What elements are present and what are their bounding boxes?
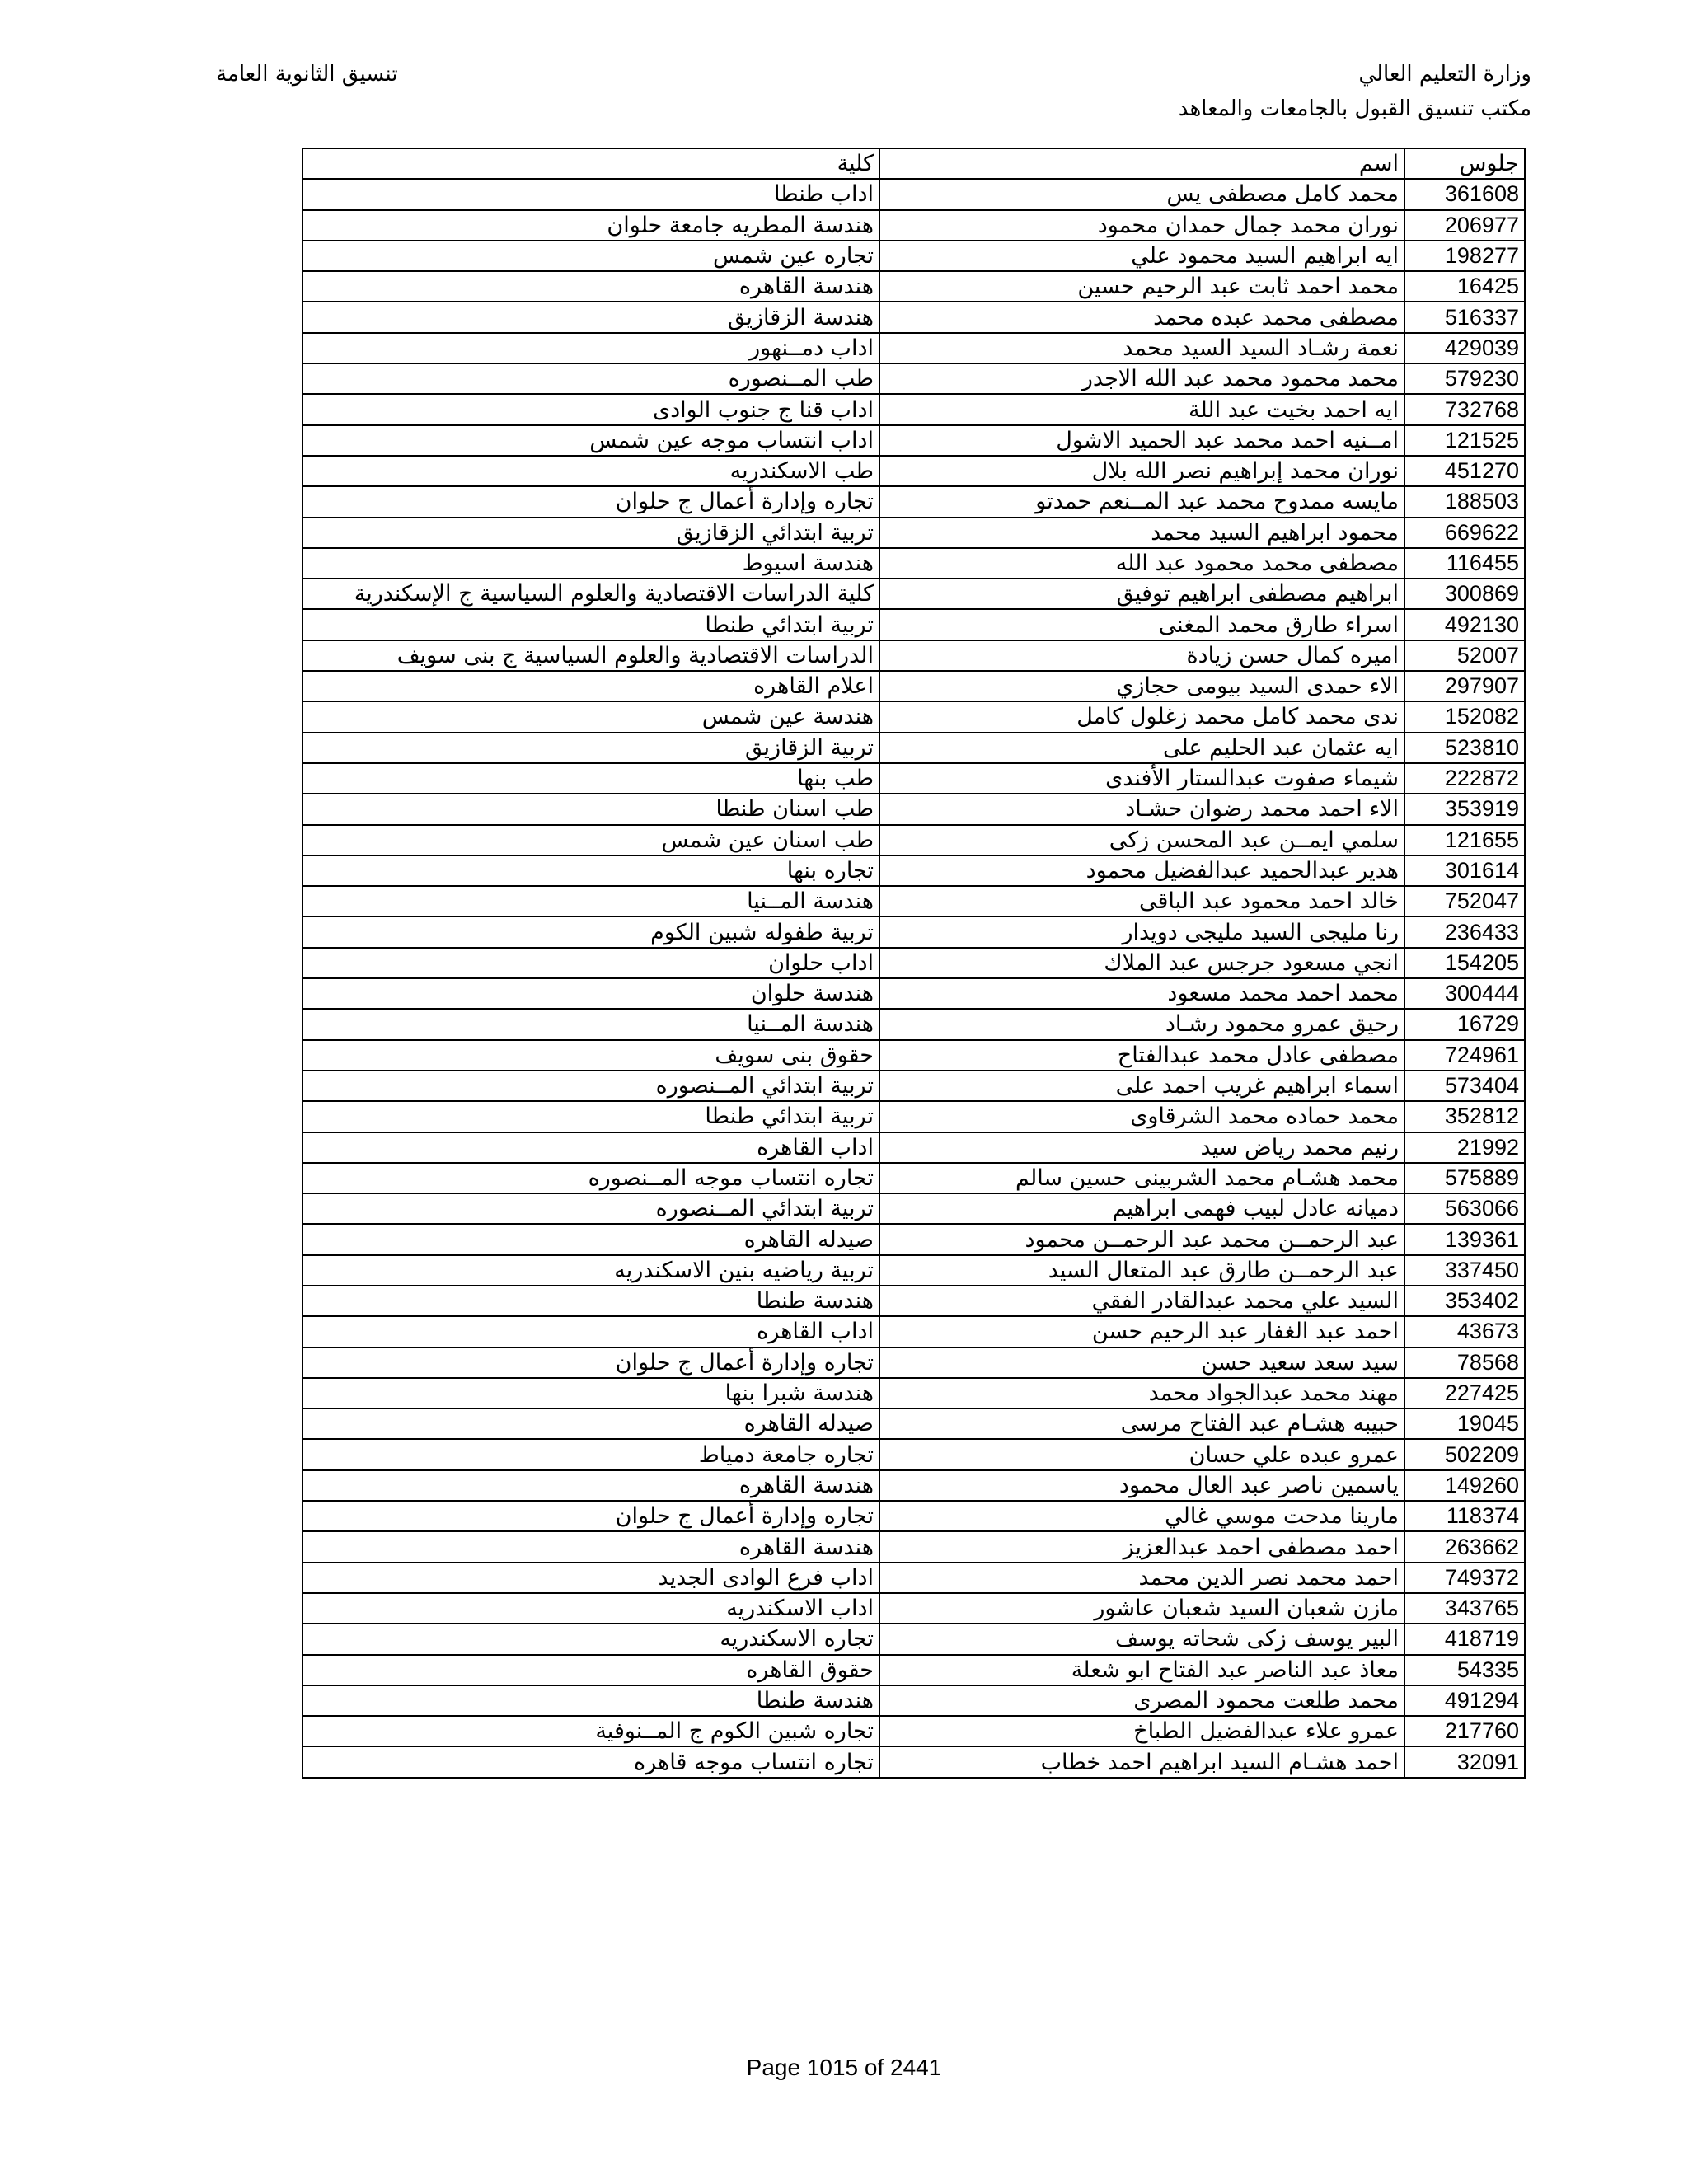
name-cell: دميانه عادل لبيب فهمى ابراهيم — [879, 1193, 1404, 1224]
faculty-cell: هندسة القاهره — [302, 271, 879, 302]
seat-cell: 236433 — [1404, 916, 1525, 947]
table-row — [302, 456, 1525, 486]
table-row — [302, 1193, 1525, 1224]
table-row — [302, 1316, 1525, 1347]
seat-cell: 16729 — [1404, 1009, 1525, 1039]
faculty-cell: اداب حلوان — [302, 948, 879, 978]
column-header-faculty: كلية — [302, 148, 879, 179]
seat-cell: 118374 — [1404, 1501, 1525, 1531]
table-row — [302, 1163, 1525, 1193]
faculty-cell: تجاره بنها — [302, 855, 879, 886]
name-cell: عبد الرحمــن محمد عبد الرحمــن محمود — [879, 1224, 1404, 1254]
table-row — [302, 855, 1525, 886]
name-cell: ياسمين ناصر عبد العال محمود — [879, 1470, 1404, 1501]
results-table — [302, 148, 1526, 1779]
name-cell: شيماء صفوت عبدالستار الأفندى — [879, 763, 1404, 794]
name-cell: ايه عثمان عبد الحليم على — [879, 733, 1404, 763]
results-table-body — [302, 148, 1525, 1778]
table-row — [302, 1593, 1525, 1624]
faculty-cell: تربية طفوله شبين الكوم — [302, 916, 879, 947]
seat-cell: 217760 — [1404, 1716, 1525, 1746]
table-row — [302, 1685, 1525, 1716]
faculty-cell: هندسة القاهره — [302, 1470, 879, 1501]
name-cell: مصطفى عادل محمد عبدالفتاح — [879, 1040, 1404, 1071]
seat-cell: 579230 — [1404, 363, 1525, 394]
page-number: Page 1015 of 2441 — [746, 2055, 942, 2080]
seat-cell: 732768 — [1404, 394, 1525, 424]
name-cell: محمد هشـام محمد الشربينى حسين سالم — [879, 1163, 1404, 1193]
faculty-cell: طب المــنصوره — [302, 363, 879, 394]
table-row — [302, 1716, 1525, 1746]
table-row — [302, 640, 1525, 671]
table-row — [302, 825, 1525, 855]
faculty-cell: تجاره شبين الكوم ج المــنوفية — [302, 1716, 879, 1746]
seat-cell: 300444 — [1404, 978, 1525, 1009]
table-row — [302, 1378, 1525, 1408]
table-row — [302, 1746, 1525, 1777]
name-cell: الاء حمدى السيد بيومى حجازي — [879, 671, 1404, 701]
table-row — [302, 1470, 1525, 1501]
name-cell: رنيم محمد رياض سيد — [879, 1132, 1404, 1163]
seat-cell: 451270 — [1404, 456, 1525, 486]
table-row — [302, 241, 1525, 271]
seat-cell: 297907 — [1404, 671, 1525, 701]
name-cell: محمد احمد محمد مسعود — [879, 978, 1404, 1009]
name-cell: مصطفى محمد عبده محمد — [879, 302, 1404, 332]
table-row — [302, 518, 1525, 548]
seat-cell: 749372 — [1404, 1563, 1525, 1593]
seat-cell: 491294 — [1404, 1685, 1525, 1716]
faculty-cell: اداب الاسكندريه — [302, 1593, 879, 1624]
seat-cell: 52007 — [1404, 640, 1525, 671]
table-row — [302, 886, 1525, 916]
seat-cell: 429039 — [1404, 333, 1525, 363]
faculty-cell: تجاره وإدارة أعمال ج حلوان — [302, 1501, 879, 1531]
faculty-cell: تربية ابتدائي طنطا — [302, 1101, 879, 1132]
coordination-title: تنسيق الثانوية العامة — [216, 62, 398, 87]
name-cell: محمد طلعت محمود المصرى — [879, 1685, 1404, 1716]
name-cell: مايسه ممدوح محمد عبد المــنعم حمدتو — [879, 486, 1404, 517]
faculty-cell: كلية الدراسات الاقتصادية والعلوم السياسية ج الإسكندرية — [302, 579, 879, 609]
name-cell: حبيبه هشـام عبد الفتاح مرسى — [879, 1408, 1404, 1439]
faculty-cell: اعلام القاهره — [302, 671, 879, 701]
table-row — [302, 1563, 1525, 1593]
seat-cell: 54335 — [1404, 1655, 1525, 1685]
table-row — [302, 1347, 1525, 1378]
table-row — [302, 548, 1525, 579]
seat-cell: 343765 — [1404, 1593, 1525, 1624]
ministry-title: وزارة التعليم العالي — [1358, 62, 1531, 87]
faculty-cell: هندسة القاهره — [302, 1531, 879, 1562]
name-cell: خالد احمد محمود عبد الباقى — [879, 886, 1404, 916]
name-cell: نوران محمد جمال حمدان محمود — [879, 210, 1404, 241]
seat-cell: 16425 — [1404, 271, 1525, 302]
table-row — [302, 333, 1525, 363]
table-row — [302, 1439, 1525, 1469]
name-cell: امــنيه احمد محمد عبد الحميد الاشول — [879, 425, 1404, 456]
seat-cell: 43673 — [1404, 1316, 1525, 1347]
faculty-cell: تجاره وإدارة أعمال ج حلوان — [302, 1347, 879, 1378]
seat-cell: 337450 — [1404, 1255, 1525, 1286]
seat-cell: 19045 — [1404, 1408, 1525, 1439]
name-cell: ايه احمد بخيت عبد اللة — [879, 394, 1404, 424]
table-row — [302, 1501, 1525, 1531]
name-cell: احمد مصطفى احمد عبدالعزيز — [879, 1531, 1404, 1562]
seat-cell: 352812 — [1404, 1101, 1525, 1132]
faculty-cell: طب بنها — [302, 763, 879, 794]
table-header-row — [302, 148, 1525, 179]
table-row — [302, 701, 1525, 732]
name-cell: اسراء طارق محمد المغنى — [879, 609, 1404, 640]
faculty-cell: حقوق القاهره — [302, 1655, 879, 1685]
faculty-cell: صيدله القاهره — [302, 1408, 879, 1439]
name-cell: مارينا مدحت موسي غالي — [879, 1501, 1404, 1531]
table-row — [302, 210, 1525, 241]
faculty-cell: اداب قنا ج جنوب الوادى — [302, 394, 879, 424]
faculty-cell: هندسة طنطا — [302, 1286, 879, 1316]
faculty-cell: تجاره انتساب موجه المــنصوره — [302, 1163, 879, 1193]
name-cell: مازن شعبان السيد شعبان عاشور — [879, 1593, 1404, 1624]
seat-cell: 139361 — [1404, 1224, 1525, 1254]
table-row — [302, 609, 1525, 640]
seat-cell: 21992 — [1404, 1132, 1525, 1163]
faculty-cell: اداب انتساب موجه عين شمس — [302, 425, 879, 456]
table-row — [302, 1101, 1525, 1132]
table-row — [302, 1531, 1525, 1562]
seat-cell: 222872 — [1404, 763, 1525, 794]
name-cell: مهند محمد عبدالجواد محمد — [879, 1378, 1404, 1408]
table-row — [302, 763, 1525, 794]
faculty-cell: تربية الزقازيق — [302, 733, 879, 763]
name-cell: عمرو عبده علي حسان — [879, 1439, 1404, 1469]
seat-cell: 188503 — [1404, 486, 1525, 517]
table-row — [302, 1286, 1525, 1316]
faculty-cell: طب اسنان عين شمس — [302, 825, 879, 855]
faculty-cell: حقوق بنى سويف — [302, 1040, 879, 1071]
table-row — [302, 948, 1525, 978]
name-cell: عمرو علاء عبدالفضيل الطباخ — [879, 1716, 1404, 1746]
name-cell: انجي مسعود جرجس عبد الملاك — [879, 948, 1404, 978]
office-title: مكتب تنسيق القبول بالجامعات والمعاهد — [1178, 96, 1531, 121]
faculty-cell: اداب فرع الوادى الجديد — [302, 1563, 879, 1593]
faculty-cell: طب الاسكندريه — [302, 456, 879, 486]
seat-cell: 121655 — [1404, 825, 1525, 855]
table-row — [302, 1040, 1525, 1071]
column-header-seat: جلوس — [1404, 148, 1525, 179]
table-row — [302, 1009, 1525, 1039]
table-row — [302, 579, 1525, 609]
table-row — [302, 302, 1525, 332]
faculty-cell: هندسة المــنيا — [302, 1009, 879, 1039]
table-row — [302, 1655, 1525, 1685]
faculty-cell: اداب دمــنهور — [302, 333, 879, 363]
name-cell: نعمة رشـاد السيد السيد محمد — [879, 333, 1404, 363]
seat-cell: 563066 — [1404, 1193, 1525, 1224]
name-cell: معاذ عبد الناصر عبد الفتاح ابو شعلة — [879, 1655, 1404, 1685]
name-cell: ايه ابراهيم السيد محمود علي — [879, 241, 1404, 271]
seat-cell: 353402 — [1404, 1286, 1525, 1316]
seat-cell: 418719 — [1404, 1624, 1525, 1654]
faculty-cell: تربية ابتدائي المــنصوره — [302, 1071, 879, 1101]
seat-cell: 227425 — [1404, 1378, 1525, 1408]
name-cell: احمد عبد الغفار عبد الرحيم حسن — [879, 1316, 1404, 1347]
table-row — [302, 1224, 1525, 1254]
faculty-cell: طب اسنان طنطا — [302, 794, 879, 824]
table-row — [302, 271, 1525, 302]
table-row — [302, 394, 1525, 424]
name-cell: اميره كمال حسن زيادة — [879, 640, 1404, 671]
faculty-cell: هندسة المطريه جامعة حلوان — [302, 210, 879, 241]
name-cell: احمد محمد نصر الدين محمد — [879, 1563, 1404, 1593]
table-row — [302, 978, 1525, 1009]
faculty-cell: هندسة حلوان — [302, 978, 879, 1009]
name-cell: محمد كامل مصطفى يس — [879, 179, 1404, 209]
name-cell: سلمي ايمــن عبد المحسن زكى — [879, 825, 1404, 855]
faculty-cell: هندسة المــنيا — [302, 886, 879, 916]
faculty-cell: تربية ابتدائي طنطا — [302, 609, 879, 640]
seat-cell: 154205 — [1404, 948, 1525, 978]
table-row — [302, 671, 1525, 701]
name-cell: اسماء ابراهيم غريب احمد على — [879, 1071, 1404, 1101]
seat-cell: 575889 — [1404, 1163, 1525, 1193]
name-cell: عبد الرحمــن طارق عبد المتعال السيد — [879, 1255, 1404, 1286]
faculty-cell: تربية رياضيه بنين الاسكندريه — [302, 1255, 879, 1286]
seat-cell: 502209 — [1404, 1439, 1525, 1469]
table-row — [302, 1408, 1525, 1439]
table-row — [302, 1071, 1525, 1101]
name-cell: رنا مليجى السيد مليجى دويدار — [879, 916, 1404, 947]
seat-cell: 152082 — [1404, 701, 1525, 732]
name-cell: ابراهيم مصطفى ابراهيم توفيق — [879, 579, 1404, 609]
table-row — [302, 1132, 1525, 1163]
name-cell: ندى محمد كامل محمد زغلول كامل — [879, 701, 1404, 732]
faculty-cell: اداب القاهره — [302, 1316, 879, 1347]
column-header-name: اسم — [879, 148, 1404, 179]
seat-cell: 752047 — [1404, 886, 1525, 916]
faculty-cell: تجاره وإدارة أعمال ج حلوان — [302, 486, 879, 517]
seat-cell: 149260 — [1404, 1470, 1525, 1501]
faculty-cell: تربية ابتدائي المــنصوره — [302, 1193, 879, 1224]
seat-cell: 353919 — [1404, 794, 1525, 824]
name-cell: هدير عبدالحميد عبدالفضيل محمود — [879, 855, 1404, 886]
table-row — [302, 363, 1525, 394]
seat-cell: 206977 — [1404, 210, 1525, 241]
table-row — [302, 794, 1525, 824]
name-cell: نوران محمد إبراهيم نصر الله بلال — [879, 456, 1404, 486]
faculty-cell: هندسة طنطا — [302, 1685, 879, 1716]
seat-cell: 263662 — [1404, 1531, 1525, 1562]
table-row — [302, 1624, 1525, 1654]
name-cell: مصطفى محمد محمود عبد الله — [879, 548, 1404, 579]
name-cell: محمد احمد ثابت عبد الرحيم حسين — [879, 271, 1404, 302]
seat-cell: 724961 — [1404, 1040, 1525, 1071]
faculty-cell: تجاره الاسكندريه — [302, 1624, 879, 1654]
faculty-cell: هندسة شبرا بنها — [302, 1378, 879, 1408]
name-cell: السيد علي محمد عبدالقادر الفقي — [879, 1286, 1404, 1316]
seat-cell: 78568 — [1404, 1347, 1525, 1378]
faculty-cell: هندسة عين شمس — [302, 701, 879, 732]
name-cell: محمود ابراهيم السيد محمد — [879, 518, 1404, 548]
seat-cell: 300869 — [1404, 579, 1525, 609]
faculty-cell: هندسة الزقازيق — [302, 302, 879, 332]
seat-cell: 669622 — [1404, 518, 1525, 548]
table-row — [302, 425, 1525, 456]
faculty-cell: تجاره انتساب موجه قاهره — [302, 1746, 879, 1777]
table-row — [302, 486, 1525, 517]
table-row — [302, 733, 1525, 763]
faculty-cell: تجاره عين شمس — [302, 241, 879, 271]
seat-cell: 523810 — [1404, 733, 1525, 763]
seat-cell: 198277 — [1404, 241, 1525, 271]
seat-cell: 121525 — [1404, 425, 1525, 456]
table-row — [302, 179, 1525, 209]
seat-cell: 573404 — [1404, 1071, 1525, 1101]
seat-cell: 301614 — [1404, 855, 1525, 886]
seat-cell: 361608 — [1404, 179, 1525, 209]
seat-cell: 492130 — [1404, 609, 1525, 640]
faculty-cell: هندسة اسيوط — [302, 548, 879, 579]
table-row — [302, 916, 1525, 947]
name-cell: الاء احمد محمد رضوان حشـاد — [879, 794, 1404, 824]
seat-cell: 116455 — [1404, 548, 1525, 579]
seat-cell: 516337 — [1404, 302, 1525, 332]
faculty-cell: تربية ابتدائي الزقازيق — [302, 518, 879, 548]
faculty-cell: الدراسات الاقتصادية والعلوم السياسية ج بنى سويف — [302, 640, 879, 671]
name-cell: سيد سعد سعيد حسن — [879, 1347, 1404, 1378]
faculty-cell: اداب القاهره — [302, 1132, 879, 1163]
faculty-cell: تجاره جامعة دمياط — [302, 1439, 879, 1469]
name-cell: محمد حماده محمد الشرقاوى — [879, 1101, 1404, 1132]
name-cell: رحيق عمرو محمود رشـاد — [879, 1009, 1404, 1039]
name-cell: محمد محمود محمد عبد الله الاجدر — [879, 363, 1404, 394]
faculty-cell: صيدله القاهره — [302, 1224, 879, 1254]
seat-cell: 32091 — [1404, 1746, 1525, 1777]
table-row — [302, 1255, 1525, 1286]
faculty-cell: اداب طنطا — [302, 179, 879, 209]
name-cell: احمد هشـام السيد ابراهيم احمد خطاب — [879, 1746, 1404, 1777]
name-cell: البير يوسف زكى شحاته يوسف — [879, 1624, 1404, 1654]
